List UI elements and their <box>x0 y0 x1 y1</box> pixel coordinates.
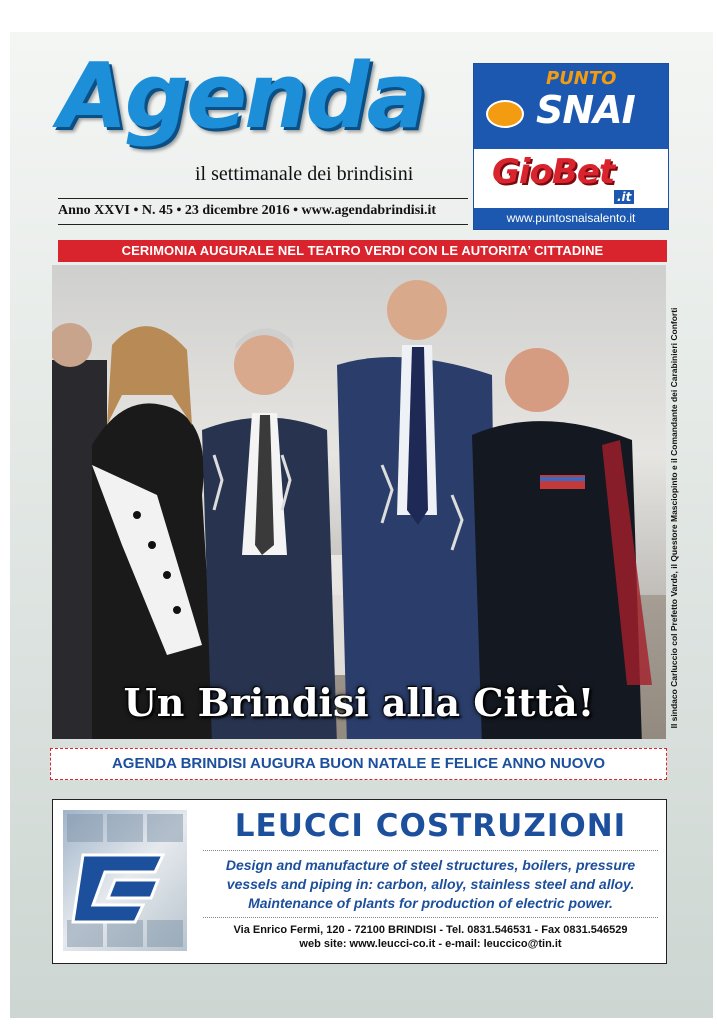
ad-web[interactable]: web site: www.leucci-co.it - e-mail: leuccico@tin.it <box>299 938 562 950</box>
ad-collage <box>63 810 187 951</box>
ad-divider <box>203 850 658 851</box>
divider <box>58 198 468 199</box>
tagline: il settimanale dei brindisini <box>195 163 414 185</box>
divider <box>58 224 468 225</box>
leucci-ad[interactable] <box>52 799 667 964</box>
ad-desc-line: Design and manufacture of steel structures, boilers, pressure <box>225 857 636 873</box>
issue-line: Anno XXVI • N. 45 • 23 dicembre 2016 • www.agendabrindisi.it <box>58 203 437 218</box>
giobet-suffix: .it <box>614 190 634 204</box>
agenda-logo: Agenda <box>58 44 425 149</box>
ad-company: LEUCCI COSTRUZIONI <box>234 808 627 844</box>
headline: Un Brindisi alla Città! <box>123 680 595 725</box>
photo-caption: Il sindaco Carluccio col Prefetto Vardè, il Questore Masciopinto e il Comandante dei Carabinieri Conforti <box>669 307 679 729</box>
greeting-strip: AGENDA BRINDISI AUGURA BUON NATALE E FELICE ANNO NUOVO <box>50 748 667 780</box>
snai-ball-icon <box>486 100 524 128</box>
leucci-logo-icon <box>63 810 187 951</box>
ad-contact <box>203 923 658 951</box>
ad-address: Via Enrico Fermi, 120 - 72100 BRINDISI - Tel. 0831.546531 - Fax 0831.546529 <box>233 924 628 936</box>
ad-desc-line: vessels and piping in: carbon, alloy, stainless steel and alloy. <box>226 876 635 892</box>
section-banner: CERIMONIA AUGURALE NEL TEATRO VERDI CON LE AUTORITA’ CITTADINE <box>58 240 667 262</box>
cover-photo <box>52 265 666 739</box>
punto-label: PUNTO <box>546 68 617 89</box>
people-illustration <box>52 265 666 739</box>
giobet-logo: GioBet <box>492 152 615 192</box>
ad-desc-line: Maintenance of plants for production of electric power. <box>248 895 613 911</box>
snai-logo: SNAI <box>536 88 635 132</box>
cover-page <box>10 32 713 1018</box>
sponsor-ad[interactable] <box>473 63 669 230</box>
ad-divider <box>203 917 658 918</box>
ad-description <box>203 856 658 913</box>
sponsor-url[interactable]: www.puntosnaisalento.it <box>474 208 668 229</box>
